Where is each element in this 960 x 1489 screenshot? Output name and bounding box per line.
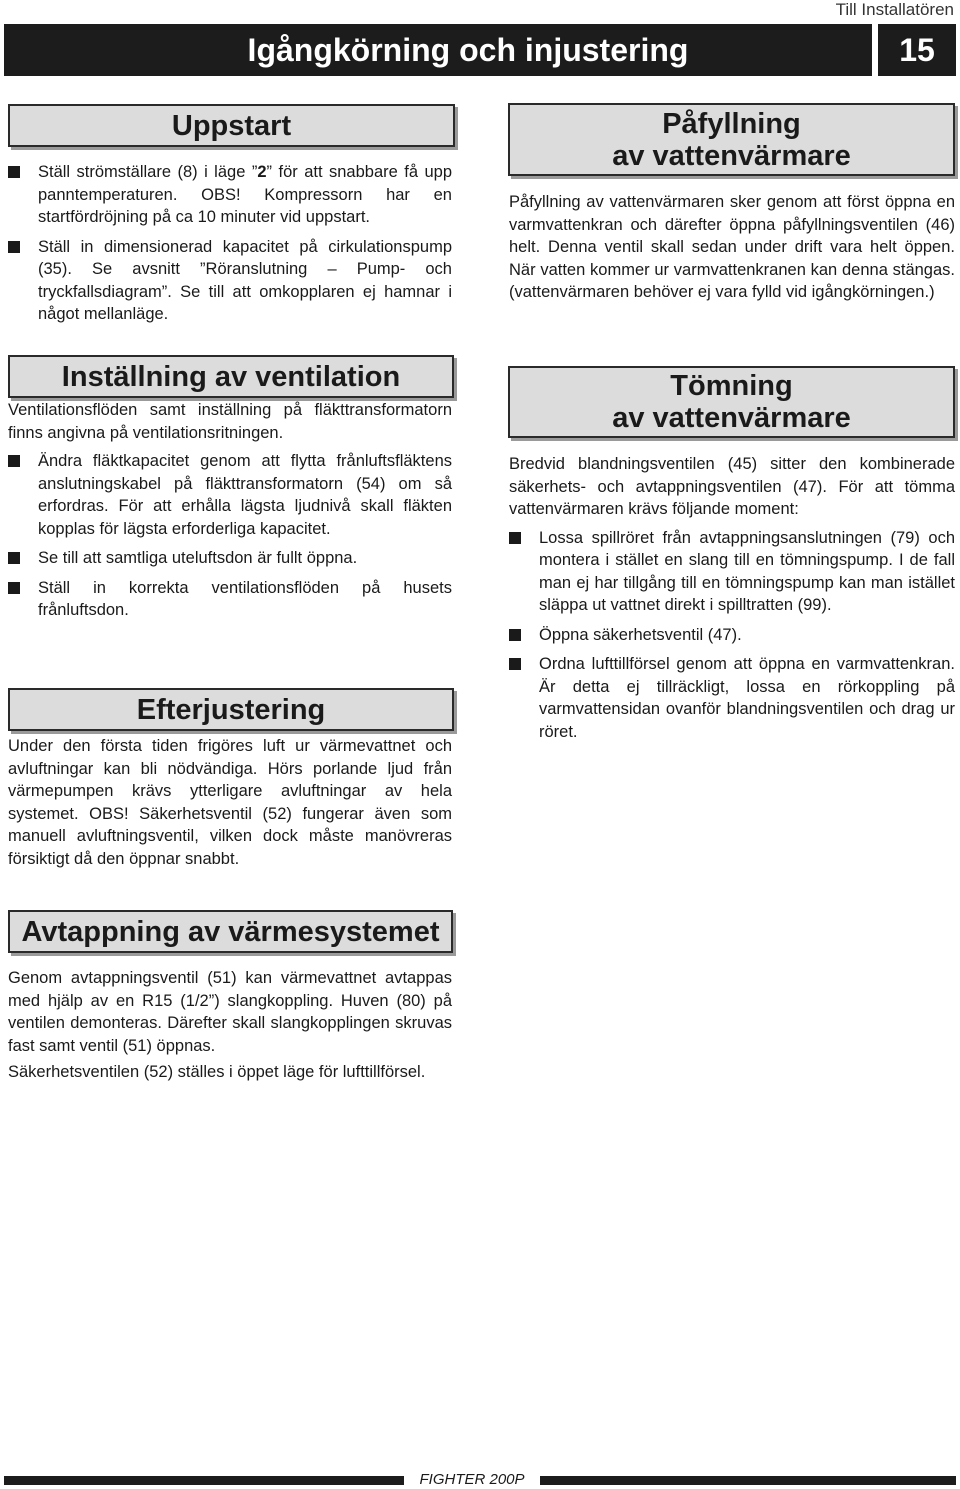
ventilation-heading: Inställning av ventilation bbox=[8, 355, 454, 398]
list-item: Ställ strömställare (8) i läge ”2” för att snabbare få upp panntemperaturen. OBS! Kompressorn har en startfördröjning på ca 10 minuter vid uppstart. bbox=[8, 161, 452, 229]
avtappning-heading: Avtappning av värmesystemet bbox=[8, 910, 453, 953]
bullet-icon bbox=[509, 658, 521, 670]
section-label: Till Installatören bbox=[835, 0, 954, 19]
efterjustering-heading: Efterjustering bbox=[8, 688, 454, 731]
list-item: Öppna säkerhetsventil (47). bbox=[509, 624, 955, 647]
pafyllning-heading: Påfyllning av vattenvärmare bbox=[508, 103, 955, 176]
bullet-icon bbox=[8, 552, 20, 564]
list-item: Lossa spillröret från avtappningsanslutningen (79) och montera i stället en slang till en tömningspump. I de fall man ej har tillgång till en tömningspump kan man istället släppa ut vattnet direkt i spilltratten (99). bbox=[509, 527, 955, 617]
list-item: Ordna lufttillförsel genom att öppna en varmvattenkran. Är detta ej tillräckligt, lossa en rörkoppling på varmvattensidan ovanför blandningsventilen och drag ur röret. bbox=[509, 653, 955, 743]
list-item: Ställ in korrekta ventilationsflöden på husets frånluftsdon. bbox=[8, 577, 452, 622]
page-title: Igångkörning och injustering bbox=[4, 24, 872, 76]
footer-rule-right bbox=[540, 1476, 956, 1485]
pafyllning-content: Påfyllning av vattenvärmaren sker genom att först öppna en varmvattenkran och därefter öppna påfyllningsventilen (46) helt. Denna ventil skall sedan under drift vara helt öppen. När vatten kommer ur varmvattenkranen kan denna stängas. (vattenvärmaren behöver ej vara fylld vid igångkörningen.) bbox=[509, 193, 955, 301]
tomning-content bbox=[509, 453, 955, 743]
tomning-intro: Bredvid blandningsventilen (45) sitter den kombinerade säkerhets- och avtappningsventilen (47). För att tömma vattenvärmaren krävs följande moment: bbox=[509, 455, 955, 518]
bullet-icon bbox=[509, 532, 521, 544]
footer-rule-left bbox=[4, 1476, 404, 1485]
bullet-icon bbox=[8, 166, 20, 178]
footer-model: FIGHTER 200P bbox=[419, 1471, 525, 1488]
page-number: 15 bbox=[878, 24, 956, 76]
bullet-icon bbox=[8, 241, 20, 253]
uppstart-heading: Uppstart bbox=[8, 104, 455, 147]
bullet-icon bbox=[509, 629, 521, 641]
efterjustering-content: Under den första tiden frigöres luft ur värmevattnet och avluftningar kan bli nödvändiga. Hörs porlande ljud från värmepumpen krävs ytterligare avluftningar av hela systemet. OBS! Säkerhetsventil (52) fungerar även som manuell avluftningsventil, vilken dock måste manövreras försiktigt då den öppnar snabbt. bbox=[8, 737, 452, 868]
avtappning-content: Genom avtappningsventil (51) kan värmevattnet avtappas med hjälp av en R15 (1/2”) slangkoppling. Huven (80) på ventilen demonteras. Därefter skall slangkopplingen skruvas fast samt ventil (51) öppnas. Säkerhetsventilen (52) ställes i öppet läge för lufttillförsel. bbox=[8, 969, 452, 1081]
bullet-icon bbox=[8, 455, 20, 467]
list-item: Se till att samtliga uteluftsdon är fullt öppna. bbox=[8, 547, 452, 570]
ventilation-intro: Ventilationsflöden samt inställning på fläkttransformatorn finns angivna på ventilationsritningen. bbox=[8, 401, 452, 442]
list-item: Ställ in dimensionerad kapacitet på cirkulationspump (35). Se avsnitt ”Röranslutning – Pump- och tryckfallsdiagram”. Se till att omkopplaren ej hamnar i något mellanläge. bbox=[8, 236, 452, 326]
uppstart-content bbox=[8, 161, 452, 326]
ventilation-content bbox=[8, 399, 452, 622]
bullet-icon bbox=[8, 582, 20, 594]
tomning-heading: Tömning av vattenvärmare bbox=[508, 366, 955, 438]
list-item: Ändra fläktkapacitet genom att flytta frånluftsfläktens anslutningskabel på fläkttransformatorn (54) om så erfordras. För att erhålla lägsta ljudnivå skall fläkten kopplas för lägsta erforderliga kapacitet. bbox=[8, 450, 452, 540]
